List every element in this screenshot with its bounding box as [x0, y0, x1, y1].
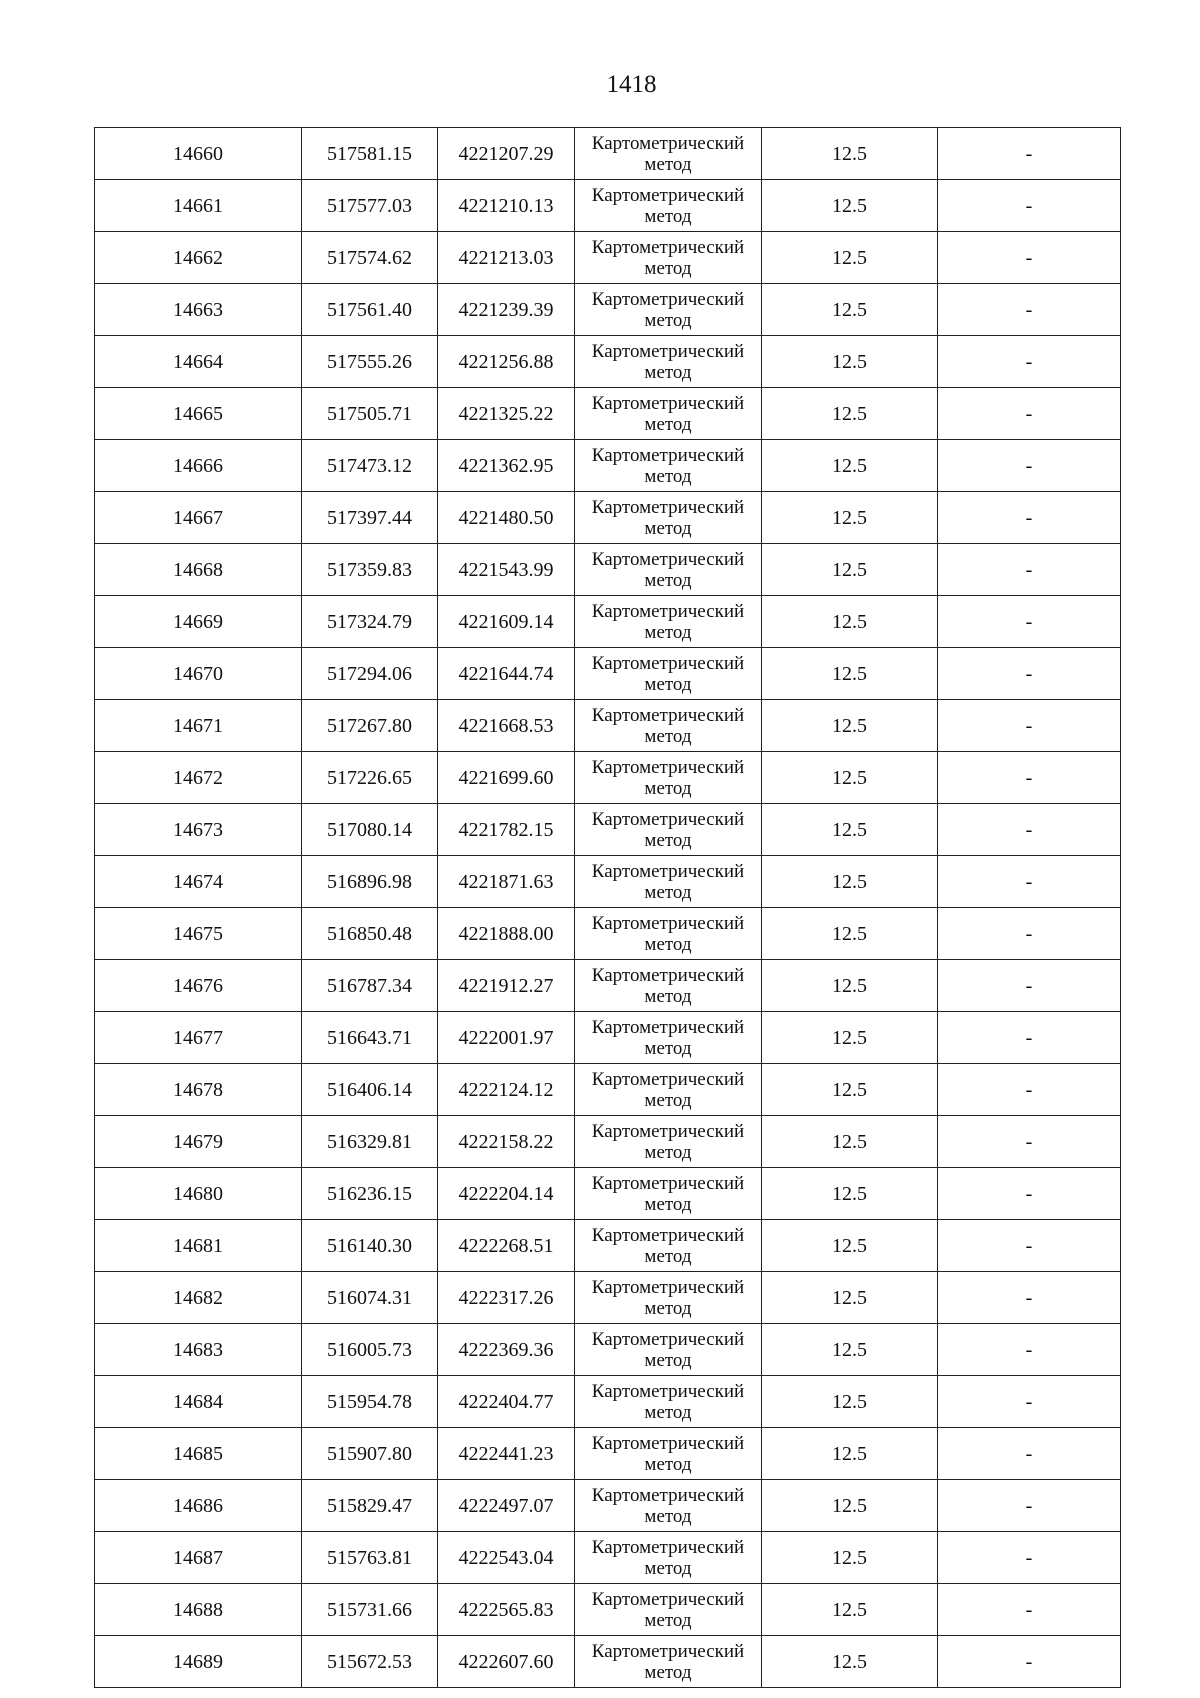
method-line-1: Картометрический — [591, 549, 745, 570]
accuracy-cell: 12.5 — [762, 804, 938, 856]
y-coordinate-cell: 4222404.77 — [438, 1376, 575, 1428]
accuracy-cell: 12.5 — [762, 700, 938, 752]
note-cell: - — [938, 1428, 1121, 1480]
point-number-cell: 14688 — [95, 1584, 302, 1636]
note-cell: - — [938, 180, 1121, 232]
x-coordinate-cell: 517555.26 — [302, 336, 438, 388]
x-coordinate-cell: 517577.03 — [302, 180, 438, 232]
note-cell: - — [938, 1532, 1121, 1584]
y-coordinate-cell: 4222158.22 — [438, 1116, 575, 1168]
method-cell — [575, 596, 762, 648]
table-row — [95, 128, 1121, 180]
method-line-2: метод — [644, 986, 692, 1007]
note-cell: - — [938, 596, 1121, 648]
accuracy-cell: 12.5 — [762, 1584, 938, 1636]
table-row — [95, 1480, 1121, 1532]
x-coordinate-cell: 516896.98 — [302, 856, 438, 908]
x-coordinate-cell: 517397.44 — [302, 492, 438, 544]
table-row — [95, 1116, 1121, 1168]
table-body — [95, 128, 1121, 1688]
method-line-2: метод — [644, 414, 692, 435]
method-line-1: Картометрический — [591, 1433, 745, 1454]
note-cell: - — [938, 700, 1121, 752]
note-cell: - — [938, 1064, 1121, 1116]
point-number-cell: 14663 — [95, 284, 302, 336]
x-coordinate-cell: 516643.71 — [302, 1012, 438, 1064]
x-coordinate-cell: 516236.15 — [302, 1168, 438, 1220]
point-number-cell: 14671 — [95, 700, 302, 752]
method-cell — [575, 1168, 762, 1220]
table-row — [95, 752, 1121, 804]
x-coordinate-cell: 517473.12 — [302, 440, 438, 492]
x-coordinate-cell: 516140.30 — [302, 1220, 438, 1272]
note-cell: - — [938, 1220, 1121, 1272]
note-cell: - — [938, 492, 1121, 544]
table-row — [95, 388, 1121, 440]
table-row — [95, 648, 1121, 700]
note-cell: - — [938, 544, 1121, 596]
method-cell — [575, 232, 762, 284]
y-coordinate-cell: 4221362.95 — [438, 440, 575, 492]
accuracy-cell: 12.5 — [762, 1532, 938, 1584]
x-coordinate-cell: 517267.80 — [302, 700, 438, 752]
y-coordinate-cell: 4221782.15 — [438, 804, 575, 856]
method-cell — [575, 856, 762, 908]
y-coordinate-cell: 4222268.51 — [438, 1220, 575, 1272]
method-line-1: Картометрический — [591, 601, 745, 622]
y-coordinate-cell: 4222124.12 — [438, 1064, 575, 1116]
method-line-1: Картометрический — [591, 1329, 745, 1350]
y-coordinate-cell: 4221699.60 — [438, 752, 575, 804]
point-number-cell: 14668 — [95, 544, 302, 596]
y-coordinate-cell: 4222369.36 — [438, 1324, 575, 1376]
x-coordinate-cell: 517226.65 — [302, 752, 438, 804]
note-cell: - — [938, 1376, 1121, 1428]
table-row — [95, 1532, 1121, 1584]
method-cell — [575, 1376, 762, 1428]
accuracy-cell: 12.5 — [762, 596, 938, 648]
table-row — [95, 856, 1121, 908]
method-cell — [575, 1480, 762, 1532]
note-cell: - — [938, 232, 1121, 284]
method-cell — [575, 544, 762, 596]
x-coordinate-cell: 515954.78 — [302, 1376, 438, 1428]
point-number-cell: 14677 — [95, 1012, 302, 1064]
point-number-cell: 14676 — [95, 960, 302, 1012]
method-cell — [575, 1428, 762, 1480]
x-coordinate-cell: 516074.31 — [302, 1272, 438, 1324]
method-line-1: Картометрический — [591, 1173, 745, 1194]
accuracy-cell: 12.5 — [762, 856, 938, 908]
accuracy-cell: 12.5 — [762, 232, 938, 284]
method-line-2: метод — [644, 1350, 692, 1371]
note-cell: - — [938, 128, 1121, 180]
point-number-cell: 14685 — [95, 1428, 302, 1480]
method-cell — [575, 1272, 762, 1324]
accuracy-cell: 12.5 — [762, 1428, 938, 1480]
accuracy-cell: 12.5 — [762, 648, 938, 700]
method-line-2: метод — [644, 1662, 692, 1683]
method-line-1: Картометрический — [591, 1277, 745, 1298]
x-coordinate-cell: 517324.79 — [302, 596, 438, 648]
note-cell: - — [938, 1168, 1121, 1220]
method-line-2: метод — [644, 1402, 692, 1423]
point-number-cell: 14675 — [95, 908, 302, 960]
table-row — [95, 700, 1121, 752]
accuracy-cell: 12.5 — [762, 544, 938, 596]
method-line-1: Картометрический — [591, 1017, 745, 1038]
method-line-1: Картометрический — [591, 965, 745, 986]
method-line-2: метод — [644, 1610, 692, 1631]
accuracy-cell: 12.5 — [762, 1376, 938, 1428]
method-line-2: метод — [644, 726, 692, 747]
y-coordinate-cell: 4221213.03 — [438, 232, 575, 284]
method-line-1: Картометрический — [591, 1641, 745, 1662]
point-number-cell: 14678 — [95, 1064, 302, 1116]
x-coordinate-cell: 517505.71 — [302, 388, 438, 440]
method-line-2: метод — [644, 1038, 692, 1059]
table-row — [95, 1324, 1121, 1376]
note-cell: - — [938, 1116, 1121, 1168]
point-number-cell: 14665 — [95, 388, 302, 440]
method-line-1: Картометрический — [591, 133, 745, 154]
note-cell: - — [938, 908, 1121, 960]
table-row — [95, 544, 1121, 596]
method-line-1: Картометрический — [591, 1381, 745, 1402]
point-number-cell: 14661 — [95, 180, 302, 232]
point-number-cell: 14672 — [95, 752, 302, 804]
table-row — [95, 336, 1121, 388]
method-line-2: метод — [644, 570, 692, 591]
method-line-2: метод — [644, 674, 692, 695]
point-number-cell: 14666 — [95, 440, 302, 492]
method-line-1: Картометрический — [591, 653, 745, 674]
note-cell: - — [938, 336, 1121, 388]
point-number-cell: 14681 — [95, 1220, 302, 1272]
page-number: 1418 — [606, 71, 657, 98]
method-cell — [575, 1584, 762, 1636]
table-row — [95, 1584, 1121, 1636]
method-line-1: Картометрический — [591, 861, 745, 882]
table-row — [95, 440, 1121, 492]
method-line-1: Картометрический — [591, 341, 745, 362]
method-cell — [575, 180, 762, 232]
method-cell — [575, 1532, 762, 1584]
x-coordinate-cell: 515731.66 — [302, 1584, 438, 1636]
method-line-2: метод — [644, 518, 692, 539]
method-line-2: метод — [644, 310, 692, 331]
method-line-2: метод — [644, 1298, 692, 1319]
x-coordinate-cell: 516406.14 — [302, 1064, 438, 1116]
y-coordinate-cell: 4221239.39 — [438, 284, 575, 336]
method-line-2: метод — [644, 934, 692, 955]
accuracy-cell: 12.5 — [762, 1324, 938, 1376]
y-coordinate-cell: 4221543.99 — [438, 544, 575, 596]
x-coordinate-cell: 515907.80 — [302, 1428, 438, 1480]
x-coordinate-cell: 517359.83 — [302, 544, 438, 596]
method-line-1: Картометрический — [591, 705, 745, 726]
method-line-2: метод — [644, 622, 692, 643]
x-coordinate-cell: 515829.47 — [302, 1480, 438, 1532]
y-coordinate-cell: 4221668.53 — [438, 700, 575, 752]
method-line-1: Картометрический — [591, 757, 745, 778]
accuracy-cell: 12.5 — [762, 960, 938, 1012]
y-coordinate-cell: 4221644.74 — [438, 648, 575, 700]
note-cell: - — [938, 1480, 1121, 1532]
table-row — [95, 1376, 1121, 1428]
method-cell — [575, 752, 762, 804]
method-line-2: метод — [644, 154, 692, 175]
method-line-2: метод — [644, 206, 692, 227]
method-line-2: метод — [644, 1454, 692, 1475]
y-coordinate-cell: 4221207.29 — [438, 128, 575, 180]
point-number-cell: 14674 — [95, 856, 302, 908]
y-coordinate-cell: 4221912.27 — [438, 960, 575, 1012]
table-row — [95, 596, 1121, 648]
accuracy-cell: 12.5 — [762, 752, 938, 804]
method-line-1: Картометрический — [591, 1121, 745, 1142]
y-coordinate-cell: 4221256.88 — [438, 336, 575, 388]
table-row — [95, 232, 1121, 284]
method-line-2: метод — [644, 362, 692, 383]
note-cell: - — [938, 648, 1121, 700]
method-line-1: Картометрический — [591, 185, 745, 206]
table-row — [95, 908, 1121, 960]
y-coordinate-cell: 4222497.07 — [438, 1480, 575, 1532]
x-coordinate-cell: 515672.53 — [302, 1636, 438, 1688]
table-row — [95, 1428, 1121, 1480]
note-cell: - — [938, 284, 1121, 336]
note-cell: - — [938, 804, 1121, 856]
table-row — [95, 804, 1121, 856]
point-number-cell: 14684 — [95, 1376, 302, 1428]
coordinates-table — [94, 127, 1121, 1688]
method-cell — [575, 388, 762, 440]
accuracy-cell: 12.5 — [762, 388, 938, 440]
method-cell — [575, 1116, 762, 1168]
accuracy-cell: 12.5 — [762, 180, 938, 232]
method-cell — [575, 128, 762, 180]
method-line-2: метод — [644, 1142, 692, 1163]
accuracy-cell: 12.5 — [762, 1168, 938, 1220]
method-line-1: Картометрический — [591, 809, 745, 830]
method-line-2: метод — [644, 1090, 692, 1111]
point-number-cell: 14687 — [95, 1532, 302, 1584]
method-line-2: метод — [644, 1246, 692, 1267]
y-coordinate-cell: 4222001.97 — [438, 1012, 575, 1064]
note-cell: - — [938, 388, 1121, 440]
point-number-cell: 14689 — [95, 1636, 302, 1688]
method-cell — [575, 1064, 762, 1116]
y-coordinate-cell: 4222607.60 — [438, 1636, 575, 1688]
table-row — [95, 1636, 1121, 1688]
method-cell — [575, 804, 762, 856]
table-row — [95, 180, 1121, 232]
method-line-1: Картометрический — [591, 1537, 745, 1558]
accuracy-cell: 12.5 — [762, 336, 938, 388]
y-coordinate-cell: 4221871.63 — [438, 856, 575, 908]
y-coordinate-cell: 4221609.14 — [438, 596, 575, 648]
method-cell — [575, 440, 762, 492]
accuracy-cell: 12.5 — [762, 492, 938, 544]
accuracy-cell: 12.5 — [762, 1272, 938, 1324]
method-cell — [575, 336, 762, 388]
method-line-2: метод — [644, 1194, 692, 1215]
method-line-1: Картометрический — [591, 445, 745, 466]
note-cell: - — [938, 1012, 1121, 1064]
method-line-1: Картометрический — [591, 497, 745, 518]
method-line-2: метод — [644, 466, 692, 487]
method-cell — [575, 1220, 762, 1272]
accuracy-cell: 12.5 — [762, 1116, 938, 1168]
table-row — [95, 492, 1121, 544]
table-row — [95, 1168, 1121, 1220]
x-coordinate-cell: 516850.48 — [302, 908, 438, 960]
point-number-cell: 14669 — [95, 596, 302, 648]
note-cell: - — [938, 1272, 1121, 1324]
x-coordinate-cell: 517294.06 — [302, 648, 438, 700]
table-row — [95, 1220, 1121, 1272]
note-cell: - — [938, 960, 1121, 1012]
method-line-2: метод — [644, 830, 692, 851]
method-line-1: Картометрический — [591, 1069, 745, 1090]
method-cell — [575, 1324, 762, 1376]
method-line-1: Картометрический — [591, 1485, 745, 1506]
y-coordinate-cell: 4221888.00 — [438, 908, 575, 960]
y-coordinate-cell: 4222204.14 — [438, 1168, 575, 1220]
y-coordinate-cell: 4222441.23 — [438, 1428, 575, 1480]
x-coordinate-cell: 516329.81 — [302, 1116, 438, 1168]
note-cell: - — [938, 1584, 1121, 1636]
y-coordinate-cell: 4222565.83 — [438, 1584, 575, 1636]
point-number-cell: 14686 — [95, 1480, 302, 1532]
method-line-2: метод — [644, 882, 692, 903]
point-number-cell: 14683 — [95, 1324, 302, 1376]
method-cell — [575, 648, 762, 700]
table-row — [95, 1272, 1121, 1324]
method-line-2: метод — [644, 1506, 692, 1527]
accuracy-cell: 12.5 — [762, 1220, 938, 1272]
x-coordinate-cell: 517574.62 — [302, 232, 438, 284]
note-cell: - — [938, 1636, 1121, 1688]
x-coordinate-cell: 516005.73 — [302, 1324, 438, 1376]
method-line-1: Картометрический — [591, 237, 745, 258]
x-coordinate-cell: 516787.34 — [302, 960, 438, 1012]
x-coordinate-cell: 517561.40 — [302, 284, 438, 336]
y-coordinate-cell: 4221210.13 — [438, 180, 575, 232]
accuracy-cell: 12.5 — [762, 1012, 938, 1064]
method-line-1: Картометрический — [591, 1225, 745, 1246]
method-line-1: Картометрический — [591, 289, 745, 310]
method-line-1: Картометрический — [591, 913, 745, 934]
x-coordinate-cell: 517581.15 — [302, 128, 438, 180]
method-cell — [575, 1636, 762, 1688]
point-number-cell: 14660 — [95, 128, 302, 180]
x-coordinate-cell: 517080.14 — [302, 804, 438, 856]
method-cell — [575, 908, 762, 960]
method-line-1: Картометрический — [591, 1589, 745, 1610]
point-number-cell: 14673 — [95, 804, 302, 856]
point-number-cell: 14662 — [95, 232, 302, 284]
method-line-2: метод — [644, 1558, 692, 1579]
table-row — [95, 960, 1121, 1012]
coordinates-table-container — [94, 127, 1121, 1688]
accuracy-cell: 12.5 — [762, 1064, 938, 1116]
method-cell — [575, 1012, 762, 1064]
accuracy-cell: 12.5 — [762, 128, 938, 180]
point-number-cell: 14679 — [95, 1116, 302, 1168]
accuracy-cell: 12.5 — [762, 908, 938, 960]
point-number-cell: 14667 — [95, 492, 302, 544]
note-cell: - — [938, 1324, 1121, 1376]
y-coordinate-cell: 4221325.22 — [438, 388, 575, 440]
table-row — [95, 1012, 1121, 1064]
y-coordinate-cell: 4222543.04 — [438, 1532, 575, 1584]
note-cell: - — [938, 752, 1121, 804]
method-cell — [575, 492, 762, 544]
table-row — [95, 1064, 1121, 1116]
point-number-cell: 14682 — [95, 1272, 302, 1324]
method-line-1: Картометрический — [591, 393, 745, 414]
accuracy-cell: 12.5 — [762, 440, 938, 492]
method-line-2: метод — [644, 258, 692, 279]
point-number-cell: 14680 — [95, 1168, 302, 1220]
accuracy-cell: 12.5 — [762, 284, 938, 336]
note-cell: - — [938, 440, 1121, 492]
method-cell — [575, 284, 762, 336]
note-cell: - — [938, 856, 1121, 908]
point-number-cell: 14670 — [95, 648, 302, 700]
point-number-cell: 14664 — [95, 336, 302, 388]
y-coordinate-cell: 4222317.26 — [438, 1272, 575, 1324]
y-coordinate-cell: 4221480.50 — [438, 492, 575, 544]
accuracy-cell: 12.5 — [762, 1480, 938, 1532]
method-cell — [575, 700, 762, 752]
method-line-2: метод — [644, 778, 692, 799]
table-row — [95, 284, 1121, 336]
x-coordinate-cell: 515763.81 — [302, 1532, 438, 1584]
method-cell — [575, 960, 762, 1012]
accuracy-cell: 12.5 — [762, 1636, 938, 1688]
